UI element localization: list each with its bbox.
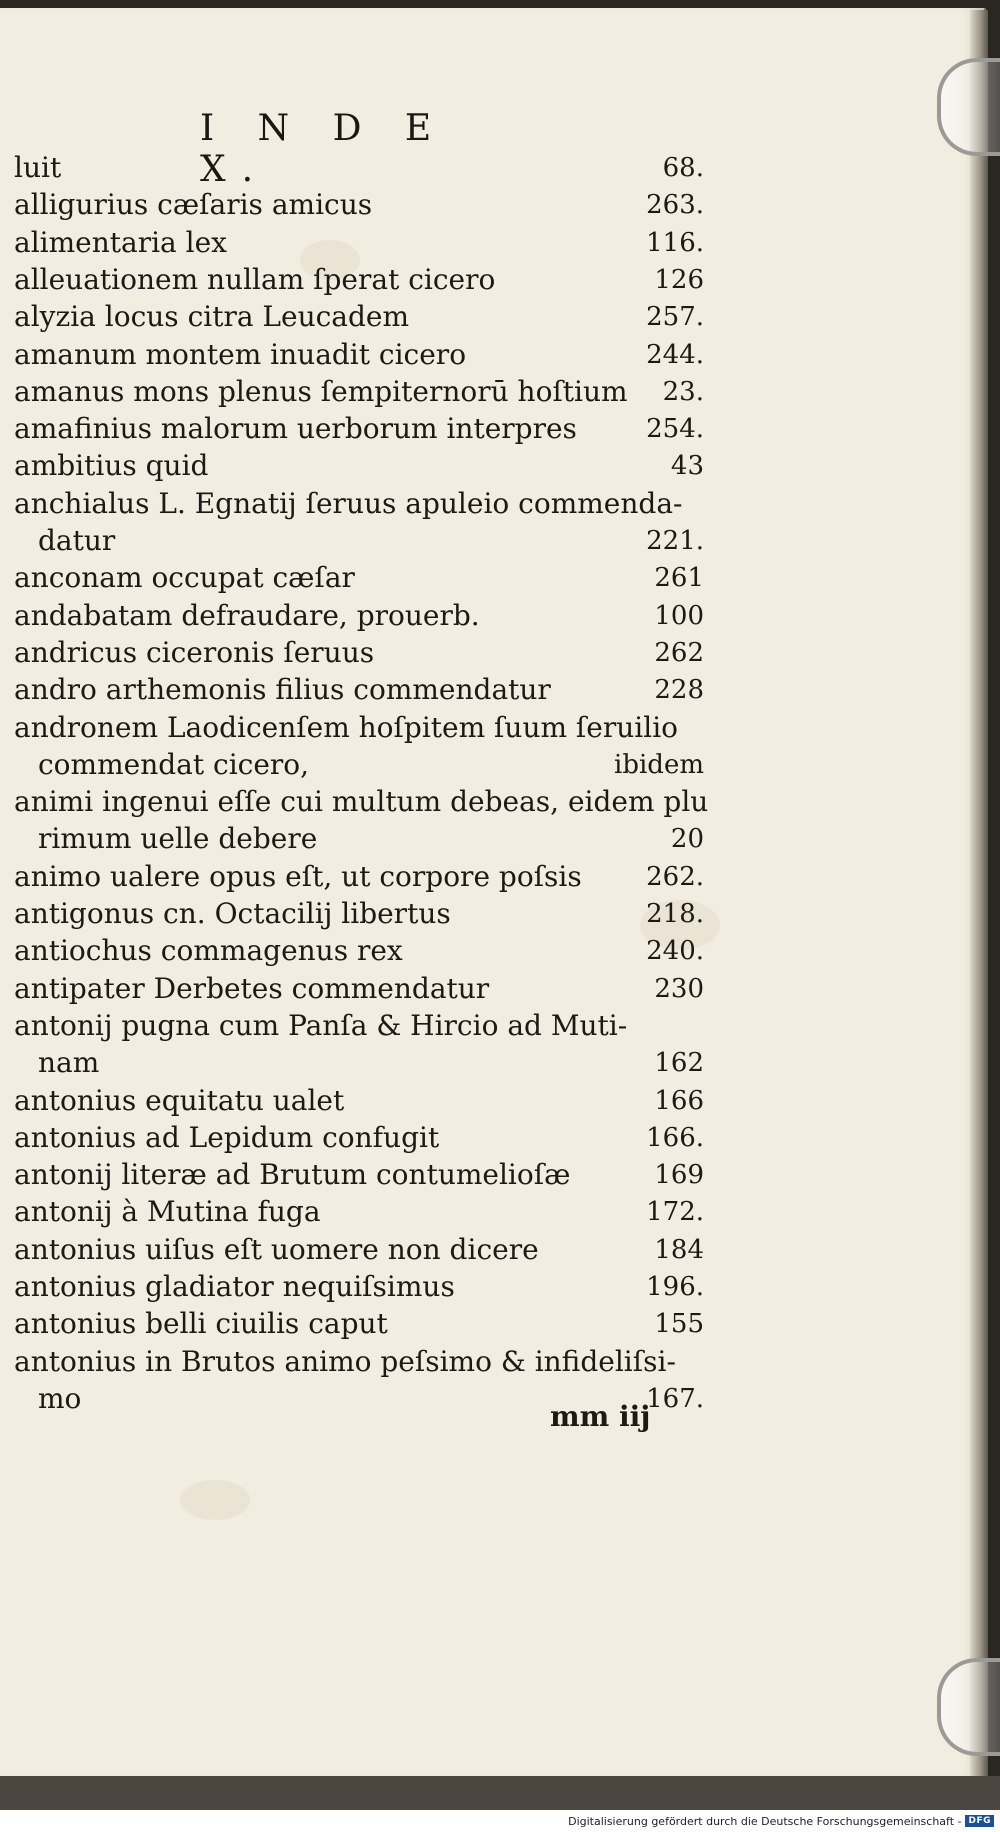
footer-credit: Digitalisierung gefördert durch die Deutsche Forschungsgemeinschaft - bbox=[568, 1814, 962, 1828]
index-entry bbox=[14, 1157, 704, 1193]
entry-page-number: 172. bbox=[646, 1197, 704, 1228]
index-entry bbox=[14, 598, 704, 634]
entry-text: alligurius cæſaris amicus bbox=[14, 188, 373, 222]
book-clasp-bottom bbox=[937, 1658, 1000, 1756]
index-entry bbox=[14, 1194, 704, 1230]
entry-text: antigonus cn. Octacilij libertus bbox=[14, 897, 451, 930]
index-entry bbox=[14, 486, 704, 522]
index-entry bbox=[14, 225, 704, 261]
index-entry bbox=[14, 262, 704, 298]
entry-text: antonij pugna cum Panſa & Hircio ad Muti- bbox=[14, 1008, 628, 1042]
entry-text: mo bbox=[38, 1381, 82, 1415]
entry-page-number: 184 bbox=[654, 1234, 704, 1265]
entry-text: antonij à Mutina fuga bbox=[14, 1195, 321, 1229]
entry-page-number: 167. bbox=[646, 1383, 704, 1414]
index-entry bbox=[14, 1269, 704, 1305]
entry-text: antonius ad Lepidum confugit bbox=[14, 1120, 440, 1154]
entry-page-number: 221. bbox=[646, 526, 704, 556]
entry-text: datur bbox=[38, 524, 116, 557]
entry-text: alyzia locus citra Leucadem bbox=[14, 300, 410, 334]
entry-page-number: 244. bbox=[646, 339, 704, 370]
entry-text: ambitius quid bbox=[14, 449, 209, 483]
entry-page-number: 20 bbox=[670, 824, 704, 855]
entry-text: rimum uelle debere bbox=[38, 822, 318, 856]
entry-page-number: 169 bbox=[654, 1160, 704, 1191]
entry-text: antonius in Brutos animo peſsimo & infideliſsi- bbox=[14, 1344, 676, 1378]
entry-page-number: 68. bbox=[662, 153, 704, 183]
index-entry bbox=[14, 337, 704, 373]
entry-page-number: 261 bbox=[654, 563, 704, 594]
entry-text: andabatam defraudare, prouerb. bbox=[14, 598, 480, 632]
entry-page-number: 100 bbox=[654, 600, 704, 631]
entry-page-number: 262. bbox=[646, 861, 704, 892]
entry-text: antonius equitatu ualet bbox=[14, 1083, 345, 1117]
entry-page-number: 263. bbox=[646, 190, 704, 221]
index-entry bbox=[14, 635, 704, 671]
index-entry bbox=[14, 1232, 704, 1268]
entry-page-number: 254. bbox=[646, 414, 704, 445]
dfg-logo: DFG bbox=[965, 1815, 994, 1827]
index-entry bbox=[14, 299, 704, 335]
entry-page-number: 262 bbox=[654, 637, 704, 668]
digitization-footer bbox=[0, 1810, 1000, 1832]
entry-page-number: 155 bbox=[654, 1309, 704, 1340]
entry-text: alimentaria lex bbox=[14, 225, 227, 259]
entry-text: nam bbox=[38, 1046, 100, 1080]
entry-page-number: 228 bbox=[654, 675, 704, 706]
entry-text: anchialus L. Egnatij ſeruus apuleio commenda- bbox=[14, 486, 683, 520]
index-entry bbox=[14, 859, 704, 895]
entry-text: animi ingenui eſſe cui multum debeas, eidem plu bbox=[14, 785, 709, 819]
entry-page-number: 230 bbox=[654, 973, 704, 1004]
index-entry bbox=[14, 187, 704, 223]
signature-mark: mm iij bbox=[550, 1400, 651, 1433]
index-entry bbox=[14, 1008, 704, 1044]
index-entry bbox=[14, 560, 704, 596]
index-entry bbox=[14, 1306, 704, 1342]
index-entry bbox=[14, 448, 704, 484]
entry-page-number: 166 bbox=[654, 1085, 704, 1116]
index-entry bbox=[38, 821, 704, 857]
entry-text: amanum montem inuadit cicero bbox=[14, 337, 467, 371]
entry-text: anconam occupat cæſar bbox=[14, 561, 355, 595]
index-heading: I N D E X. bbox=[200, 108, 448, 190]
book-clasp-top bbox=[937, 58, 1000, 156]
entry-page-number: ibidem bbox=[614, 749, 704, 780]
index-entry bbox=[14, 933, 704, 969]
index-entry bbox=[38, 747, 704, 783]
entry-page-number: 162 bbox=[654, 1048, 704, 1079]
entry-page-number: 126 bbox=[654, 264, 704, 295]
index-entry bbox=[38, 1045, 704, 1081]
index-entry bbox=[14, 150, 704, 186]
entry-page-number: 196. bbox=[646, 1272, 704, 1302]
entry-page-number: 43 bbox=[670, 451, 704, 482]
index-entry bbox=[38, 523, 704, 559]
entry-text: luit bbox=[14, 151, 62, 184]
entry-text: antiochus commagenus rex bbox=[14, 934, 403, 968]
index-entry bbox=[14, 1120, 704, 1156]
entry-page-number: 23. bbox=[662, 376, 704, 407]
index-entry bbox=[14, 896, 704, 932]
entry-text: antipater Derbetes commendatur bbox=[14, 971, 490, 1005]
page-edge bbox=[970, 10, 988, 1780]
index-entry bbox=[14, 1344, 704, 1380]
scan-bottom-band bbox=[0, 1776, 1000, 1810]
entry-page-number: 166. bbox=[646, 1122, 704, 1153]
entry-text: andronem Laodicenſem hoſpitem ſuum ſeruilio bbox=[14, 710, 679, 744]
entry-text: alleuationem nullam ſperat cicero bbox=[14, 262, 496, 296]
entry-text: andricus ciceronis ſeruus bbox=[14, 635, 375, 669]
entry-text: andro arthemonis filius commendatur bbox=[14, 673, 551, 707]
entry-text: antonius uiſus eſt uomere non dicere bbox=[14, 1232, 539, 1266]
entry-page-number: 257. bbox=[646, 302, 704, 333]
index-entry bbox=[14, 672, 704, 708]
index-entry bbox=[14, 971, 704, 1007]
index-entry bbox=[14, 710, 704, 746]
entry-page-number: 240. bbox=[646, 936, 704, 967]
entry-text: antonius gladiator nequiſsimus bbox=[14, 1270, 455, 1303]
entry-text: commendat cicero, bbox=[38, 747, 310, 781]
entry-page-number: 116. bbox=[646, 227, 704, 258]
index-entry bbox=[14, 374, 704, 410]
entry-text: amafinius malorum uerborum interpres bbox=[14, 412, 577, 446]
entry-text: antonij literæ ad Brutum contumelioſæ bbox=[14, 1158, 571, 1192]
entry-text: amanus mons plenus ſempiternorū hoſtium bbox=[14, 374, 628, 408]
index-entry bbox=[14, 784, 709, 820]
entry-page-number: 218. bbox=[646, 899, 704, 929]
entry-text: animo ualere opus eſt, ut corpore poſsis bbox=[14, 859, 582, 893]
index-entry bbox=[14, 411, 704, 447]
entry-text: antonius belli ciuilis caput bbox=[14, 1307, 388, 1341]
index-entry bbox=[14, 1083, 704, 1119]
